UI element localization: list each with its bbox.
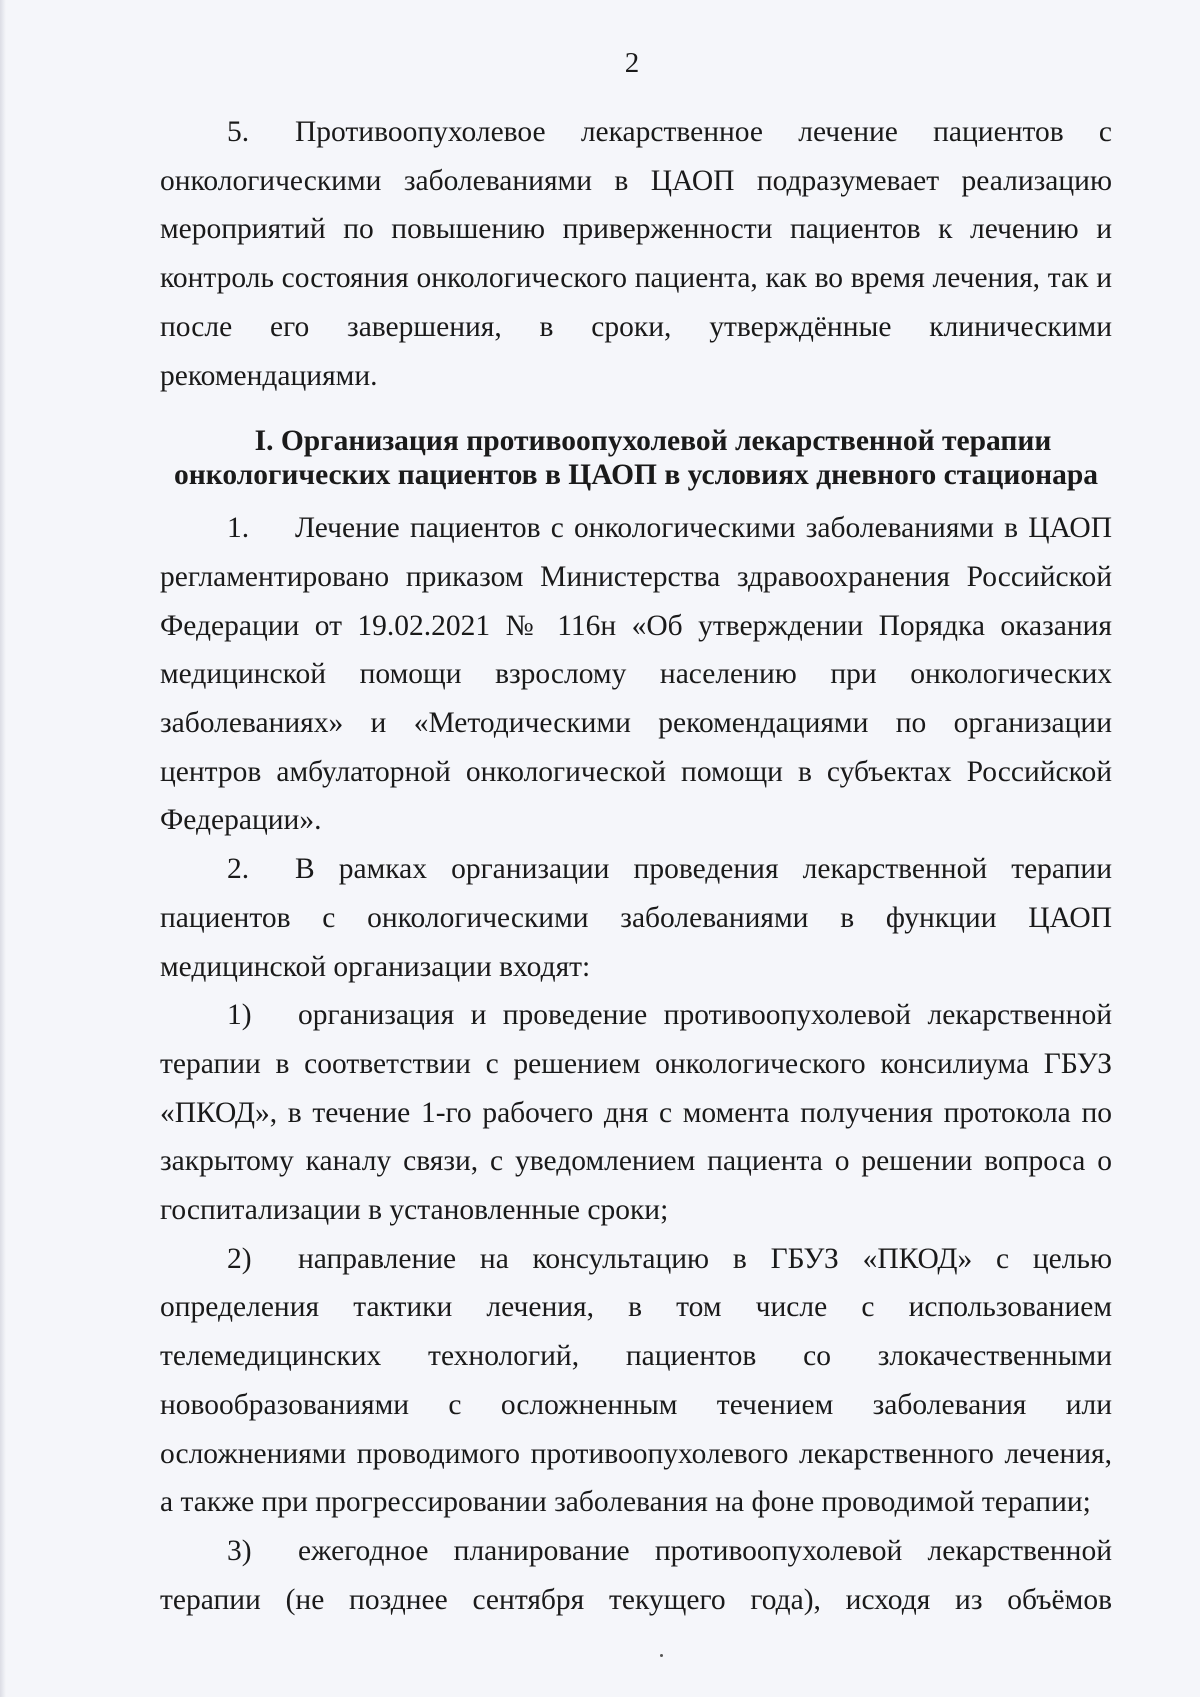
subitem-3 bbox=[160, 1527, 1112, 1624]
item-number: 2. bbox=[227, 853, 250, 886]
subitem-number: 1) bbox=[227, 999, 252, 1032]
section-heading-line-2: онкологических пациентов в ЦАОП в условиях дневного стационара bbox=[174, 459, 1098, 492]
subitem-text: организация и проведение противоопухолевой лекарственной терапии в соответствии с решением онкологического консилиума ГБУЗ «ПКОД», в течение 1-го рабочего дня с момента получения протокола по закрытому каналу связи, с уведомлением пациента о решении вопроса о госпитализации в установленные сроки; bbox=[160, 999, 1112, 1227]
page-number: 2 bbox=[624, 47, 640, 79]
subitem-number: 2) bbox=[227, 1242, 252, 1275]
section-heading bbox=[160, 424, 1112, 492]
paragraph-number: 5. bbox=[227, 116, 250, 148]
item-1 bbox=[160, 504, 1112, 845]
subitem-number: 3) bbox=[227, 1534, 252, 1567]
paragraph-5 bbox=[160, 108, 1112, 400]
document-body bbox=[160, 108, 1112, 1624]
item-number: 1. bbox=[227, 512, 250, 545]
item-text: Лечение пациентов с онкологическими заболеваниями в ЦАОП регламентировано приказом Министерства здравоохранения Российской Федерации от 19.02.2021 № 116н «Об утверждении Порядка оказания медицинской помощи взрослому населению при онкологических заболеваниях» и «Методическими рекомендациями по организации центров амбулаторной онкологической помощи в субъектах Российской Федерации». bbox=[160, 512, 1112, 837]
paragraph-text: Противоопухолевое лекарственное лечение пациентов с онкологическими заболеваниями в ЦАОП подразумевает реализацию мероприятий по повышению приверженности пациентов к лечению и контроль состояния онкологического пациента, как во время лечения, так и после его завершения, в сроки, утверждённые клиническими рекомендациями. bbox=[160, 116, 1112, 392]
section-heading-line-1: I. Организация противоопухолевой лекарственной терапии bbox=[254, 425, 1052, 458]
subitem-text: направление на консультацию в ГБУЗ «ПКОД» с целью определения тактики лечения, в том числе с использованием телемедицинских технологий, пациентов со злокачественными новообразованиями с осложненным течением заболевания или осложнениями проводимого противоопухолевого лекарственного лечения, а также при прогрессировании заболевания на фоне проводимой терапии; bbox=[160, 1242, 1112, 1519]
item-2 bbox=[160, 845, 1112, 991]
scan-speck bbox=[660, 1654, 663, 1657]
scan-edge-shadow bbox=[0, 0, 6, 1697]
subitem-2 bbox=[160, 1235, 1112, 1527]
subitem-text: ежегодное планирование противоопухолевой лекарственной терапии (не позднее сентября текущего года), исходя из объёмов bbox=[160, 1534, 1112, 1616]
subitem-1 bbox=[160, 991, 1112, 1235]
item-text: В рамках организации проведения лекарственной терапии пациентов с онкологическими заболеваниями в функции ЦАОП медицинской организации входят: bbox=[160, 853, 1112, 983]
